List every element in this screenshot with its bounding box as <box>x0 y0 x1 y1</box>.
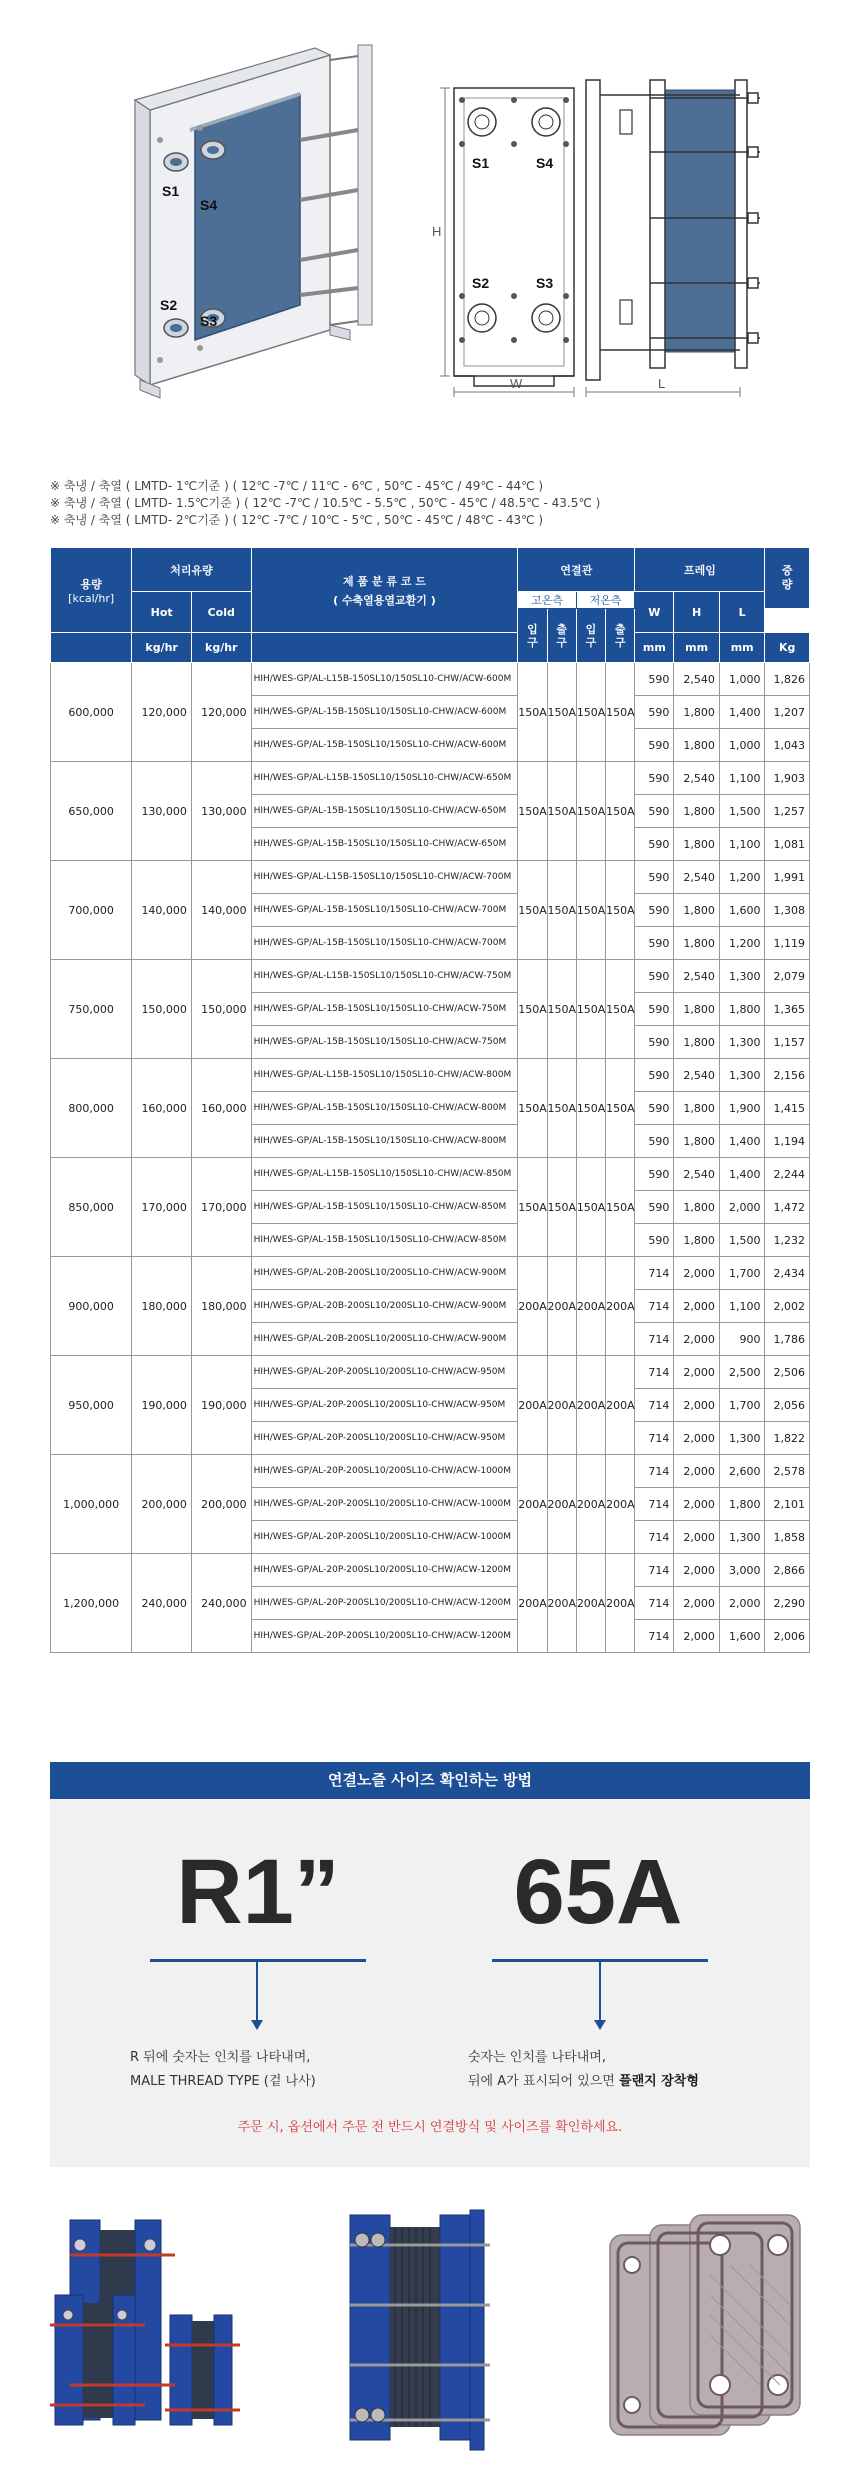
weight-cell: 1,119 <box>765 927 810 960</box>
frame-l-cell: 1,300 <box>719 1422 765 1455</box>
frame-h-cell: 1,800 <box>674 828 720 861</box>
cold-flow-cell: 130,000 <box>191 762 251 861</box>
product-code-cell: HIH/WES-GP/AL-15B-150SL10/150SL10-CHW/ACW-600M <box>251 696 518 729</box>
frame-l-cell: 1,400 <box>719 1125 765 1158</box>
header-flow: 처리유량 <box>132 548 251 592</box>
weight-cell: 1,207 <box>765 696 810 729</box>
capacity-cell: 900,000 <box>51 1257 132 1356</box>
frame-w-cell: 590 <box>635 1191 674 1224</box>
frame-l-cell: 1,300 <box>719 1059 765 1092</box>
high-inlet-cell: 200A <box>518 1554 547 1653</box>
frame-h-cell: 2,540 <box>674 1158 720 1191</box>
port-label-s3: S3 <box>200 313 218 329</box>
frame-l-cell: 1,400 <box>719 696 765 729</box>
table-row <box>51 1554 810 1587</box>
frame-l-cell: 2,600 <box>719 1455 765 1488</box>
high-outlet-cell: 150A <box>547 663 576 762</box>
weight-cell: 1,365 <box>765 993 810 1026</box>
product-code-cell: HIH/WES-GP/AL-20P-200SL10/200SL10-CHW/ACW-950M <box>251 1356 518 1389</box>
low-inlet-cell: 150A <box>576 861 605 960</box>
product-code-cell: HIH/WES-GP/AL-15B-150SL10/150SL10-CHW/ACW-850M <box>251 1224 518 1257</box>
high-inlet-cell: 200A <box>518 1455 547 1554</box>
table-row <box>51 1455 810 1488</box>
hot-flow-cell: 140,000 <box>132 861 192 960</box>
frame-h-cell: 2,000 <box>674 1554 720 1587</box>
header-high-outlet: 출구 <box>547 609 576 663</box>
hot-flow-cell: 160,000 <box>132 1059 192 1158</box>
weight-cell: 1,472 <box>765 1191 810 1224</box>
heat-exchanger-diagrams <box>0 0 860 420</box>
low-outlet-cell: 150A <box>606 1158 635 1257</box>
product-code-cell: HIH/WES-GP/AL-L15B-150SL10/150SL10-CHW/ACW-700M <box>251 861 518 894</box>
frame-l-cell: 1,800 <box>719 1488 765 1521</box>
frame-w-cell: 714 <box>635 1455 674 1488</box>
weight-cell: 1,257 <box>765 795 810 828</box>
frame-w-cell: 590 <box>635 1026 674 1059</box>
table-row <box>51 663 810 696</box>
header-frame: 프레임 <box>635 548 765 592</box>
frame-l-cell: 1,400 <box>719 1158 765 1191</box>
product-code-cell: HIH/WES-GP/AL-L15B-150SL10/150SL10-CHW/ACW-750M <box>251 960 518 993</box>
note-line: ※ 축냉 / 축열 ( LMTD- 1℃기준 ) ( 12℃ -7℃ / 11℃ - 6℃ , 50℃ - 45℃ / 49℃ - 44℃ ) <box>50 479 544 493</box>
header-cold-unit: kg/hr <box>191 633 251 663</box>
hot-flow-cell: 170,000 <box>132 1158 192 1257</box>
frame-w-cell: 714 <box>635 1422 674 1455</box>
frame-w-cell: 714 <box>635 1389 674 1422</box>
cold-flow-cell: 240,000 <box>191 1554 251 1653</box>
product-code-cell: HIH/WES-GP/AL-20B-200SL10/200SL10-CHW/ACW-900M <box>251 1323 518 1356</box>
frame-w-cell: 590 <box>635 993 674 1026</box>
low-inlet-cell: 200A <box>576 1356 605 1455</box>
cold-flow-cell: 150,000 <box>191 960 251 1059</box>
low-inlet-cell: 150A <box>576 1059 605 1158</box>
cold-flow-cell: 140,000 <box>191 861 251 960</box>
capacity-cell: 850,000 <box>51 1158 132 1257</box>
frame-l-cell: 1,500 <box>719 1224 765 1257</box>
product-code-cell: HIH/WES-GP/AL-15B-150SL10/150SL10-CHW/ACW-600M <box>251 729 518 762</box>
header-low-outlet: 출구 <box>606 609 635 663</box>
high-outlet-cell: 150A <box>547 1158 576 1257</box>
header-high-side: 고온측 <box>518 592 577 609</box>
product-code-cell: HIH/WES-GP/AL-15B-150SL10/150SL10-CHW/ACW-650M <box>251 795 518 828</box>
low-outlet-cell: 200A <box>606 1356 635 1455</box>
thread-description: R 뒤에 숫자는 인치를 나타내며, MALE THREAD TYPE (겉 나사) <box>130 2050 316 2089</box>
weight-cell: 1,081 <box>765 828 810 861</box>
frame-h-cell: 2,540 <box>674 762 720 795</box>
frame-w-cell: 590 <box>635 1224 674 1257</box>
frame-h-cell: 1,800 <box>674 795 720 828</box>
front-label-s3: S3 <box>536 275 554 291</box>
frame-l-cell: 2,000 <box>719 1587 765 1620</box>
frame-h-cell: 2,000 <box>674 1455 720 1488</box>
weight-cell: 1,903 <box>765 762 810 795</box>
frame-w-cell: 714 <box>635 1488 674 1521</box>
frame-h-cell: 2,000 <box>674 1488 720 1521</box>
product-code-cell: HIH/WES-GP/AL-20P-200SL10/200SL10-CHW/ACW-1200M <box>251 1554 518 1587</box>
product-code-cell: HIH/WES-GP/AL-20P-200SL10/200SL10-CHW/ACW-950M <box>251 1422 518 1455</box>
header-cold: Cold <box>191 592 251 633</box>
port-label-s4: S4 <box>200 197 218 213</box>
weight-cell: 2,156 <box>765 1059 810 1092</box>
high-outlet-cell: 150A <box>547 762 576 861</box>
frame-w-cell: 590 <box>635 795 674 828</box>
frame-h-cell: 2,000 <box>674 1587 720 1620</box>
frame-h-cell: 2,540 <box>674 960 720 993</box>
product-code-cell: HIH/WES-GP/AL-20P-200SL10/200SL10-CHW/ACW-1000M <box>251 1521 518 1554</box>
frame-w-cell: 590 <box>635 1125 674 1158</box>
weight-cell: 2,290 <box>765 1587 810 1620</box>
header-product-code: 제 품 분 류 코 드 ( 수축열용열교환기 ) <box>251 548 518 633</box>
frame-l-cell: 1,300 <box>719 960 765 993</box>
frame-l-cell: 1,200 <box>719 927 765 960</box>
table-row <box>51 1356 810 1389</box>
weight-cell: 2,578 <box>765 1455 810 1488</box>
hot-flow-cell: 190,000 <box>132 1356 192 1455</box>
product-code-cell: HIH/WES-GP/AL-L15B-150SL10/150SL10-CHW/ACW-600M <box>251 663 518 696</box>
product-code-cell: HIH/WES-GP/AL-15B-150SL10/150SL10-CHW/ACW-750M <box>251 993 518 1026</box>
weight-cell: 1,194 <box>765 1125 810 1158</box>
header-low-side: 저온측 <box>576 592 635 609</box>
product-code-cell: HIH/WES-GP/AL-L15B-150SL10/150SL10-CHW/ACW-850M <box>251 1158 518 1191</box>
product-code-cell: HIH/WES-GP/AL-20B-200SL10/200SL10-CHW/ACW-900M <box>251 1257 518 1290</box>
frame-l-cell: 1,500 <box>719 795 765 828</box>
product-code-cell: HIH/WES-GP/AL-15B-150SL10/150SL10-CHW/ACW-750M <box>251 1026 518 1059</box>
header-l: L <box>719 592 765 633</box>
frame-h-cell: 2,540 <box>674 861 720 894</box>
frame-h-cell: 2,000 <box>674 1323 720 1356</box>
high-inlet-cell: 150A <box>518 1158 547 1257</box>
high-inlet-cell: 150A <box>518 1059 547 1158</box>
header-hot: Hot <box>132 592 192 633</box>
note-line: ※ 축냉 / 축열 ( LMTD- 2℃기준 ) ( 12℃ -7℃ / 10℃ - 5℃ , 50℃ - 45℃ / 48℃ - 43℃ ) <box>50 513 544 527</box>
frame-w-cell: 590 <box>635 762 674 795</box>
header-pipe: 연결관 <box>518 548 635 592</box>
frame-h-cell: 1,800 <box>674 729 720 762</box>
frame-l-cell: 1,100 <box>719 762 765 795</box>
header-empty <box>51 633 132 663</box>
front-label-s1: S1 <box>472 155 490 171</box>
port-label-s2: S2 <box>160 297 178 313</box>
header-weight: 중량 <box>765 548 810 609</box>
frame-h-cell: 1,800 <box>674 894 720 927</box>
high-inlet-cell: 150A <box>518 960 547 1059</box>
front-label-s2: S2 <box>472 275 490 291</box>
capacity-cell: 950,000 <box>51 1356 132 1455</box>
weight-cell: 1,157 <box>765 1026 810 1059</box>
high-inlet-cell: 150A <box>518 663 547 762</box>
arrow-down-icon <box>251 2020 263 2030</box>
frame-h-cell: 2,000 <box>674 1521 720 1554</box>
thread-example-r1: R1” <box>176 1841 340 1943</box>
frame-l-cell: 1,600 <box>719 1620 765 1653</box>
header-h-unit: mm <box>674 633 720 663</box>
product-code-cell: HIH/WES-GP/AL-15B-150SL10/150SL10-CHW/ACW-650M <box>251 828 518 861</box>
flange-example-65a: 65A <box>513 1841 683 1943</box>
frame-h-cell: 2,000 <box>674 1290 720 1323</box>
low-outlet-cell: 150A <box>606 1059 635 1158</box>
frame-w-cell: 590 <box>635 828 674 861</box>
dimension-w: W <box>510 376 523 391</box>
product-code-cell: HIH/WES-GP/AL-15B-150SL10/150SL10-CHW/ACW-800M <box>251 1125 518 1158</box>
exchanger-group-photo <box>50 2220 240 2425</box>
cold-flow-cell: 190,000 <box>191 1356 251 1455</box>
weight-cell: 1,308 <box>765 894 810 927</box>
high-outlet-cell: 200A <box>547 1455 576 1554</box>
frame-h-cell: 1,800 <box>674 1092 720 1125</box>
cold-flow-cell: 170,000 <box>191 1158 251 1257</box>
connection-size-guide <box>50 1762 810 2167</box>
product-code-cell: HIH/WES-GP/AL-20P-200SL10/200SL10-CHW/ACW-1000M <box>251 1488 518 1521</box>
product-code-cell: HIH/WES-GP/AL-L15B-150SL10/150SL10-CHW/ACW-800M <box>251 1059 518 1092</box>
weight-cell: 2,056 <box>765 1389 810 1422</box>
header-low-inlet: 입구 <box>576 609 605 663</box>
weight-cell: 2,101 <box>765 1488 810 1521</box>
frame-w-cell: 714 <box>635 1620 674 1653</box>
frame-l-cell: 900 <box>719 1323 765 1356</box>
note-line: ※ 축냉 / 축열 ( LMTD- 1.5℃기준 ) ( 12℃ -7℃ / 10.5℃ - 5.5℃ , 50℃ - 45℃ / 48.5℃ - 43.5℃ ) <box>50 496 601 510</box>
frame-w-cell: 590 <box>635 927 674 960</box>
frame-l-cell: 1,100 <box>719 828 765 861</box>
low-outlet-cell: 200A <box>606 1455 635 1554</box>
frame-w-cell: 590 <box>635 894 674 927</box>
frame-w-cell: 590 <box>635 663 674 696</box>
frame-w-cell: 714 <box>635 1290 674 1323</box>
table-row <box>51 861 810 894</box>
capacity-cell: 800,000 <box>51 1059 132 1158</box>
hot-flow-cell: 120,000 <box>132 663 192 762</box>
frame-w-cell: 714 <box>635 1554 674 1587</box>
side-view-drawing <box>586 80 760 397</box>
frame-h-cell: 2,000 <box>674 1389 720 1422</box>
product-code-cell: HIH/WES-GP/AL-15B-150SL10/150SL10-CHW/ACW-850M <box>251 1191 518 1224</box>
cold-flow-cell: 180,000 <box>191 1257 251 1356</box>
frame-h-cell: 2,540 <box>674 663 720 696</box>
weight-cell: 1,822 <box>765 1422 810 1455</box>
frame-l-cell: 1,900 <box>719 1092 765 1125</box>
frame-h-cell: 1,800 <box>674 1026 720 1059</box>
hot-flow-cell: 130,000 <box>132 762 192 861</box>
frame-w-cell: 714 <box>635 1323 674 1356</box>
single-exchanger-photo <box>350 2210 490 2450</box>
product-code-cell: HIH/WES-GP/AL-20P-200SL10/200SL10-CHW/ACW-1000M <box>251 1455 518 1488</box>
product-photos <box>50 2205 810 2455</box>
weight-cell: 1,043 <box>765 729 810 762</box>
high-outlet-cell: 150A <box>547 1059 576 1158</box>
capacity-cell: 650,000 <box>51 762 132 861</box>
frame-l-cell: 1,600 <box>719 894 765 927</box>
weight-cell: 1,826 <box>765 663 810 696</box>
high-inlet-cell: 200A <box>518 1257 547 1356</box>
frame-h-cell: 1,800 <box>674 696 720 729</box>
high-outlet-cell: 200A <box>547 1257 576 1356</box>
frame-h-cell: 2,000 <box>674 1356 720 1389</box>
frame-l-cell: 1,700 <box>719 1389 765 1422</box>
frame-w-cell: 714 <box>635 1587 674 1620</box>
port-label-s1: S1 <box>162 183 180 199</box>
lmtd-notes <box>50 478 830 529</box>
hot-flow-cell: 150,000 <box>132 960 192 1059</box>
front-view-drawing <box>440 88 574 397</box>
frame-w-cell: 590 <box>635 960 674 993</box>
frame-l-cell: 1,200 <box>719 861 765 894</box>
product-code-cell: HIH/WES-GP/AL-20P-200SL10/200SL10-CHW/ACW-950M <box>251 1389 518 1422</box>
connection-guide-title: 연결노즐 사이즈 확인하는 방법 <box>50 1762 810 1799</box>
frame-h-cell: 1,800 <box>674 1125 720 1158</box>
product-code-cell: HIH/WES-GP/AL-15B-150SL10/150SL10-CHW/ACW-800M <box>251 1092 518 1125</box>
capacity-cell: 600,000 <box>51 663 132 762</box>
frame-l-cell: 2,500 <box>719 1356 765 1389</box>
product-code-cell: HIH/WES-GP/AL-L15B-150SL10/150SL10-CHW/ACW-650M <box>251 762 518 795</box>
low-outlet-cell: 150A <box>606 861 635 960</box>
weight-cell: 2,244 <box>765 1158 810 1191</box>
capacity-cell: 1,200,000 <box>51 1554 132 1653</box>
weight-cell: 2,434 <box>765 1257 810 1290</box>
weight-cell: 1,415 <box>765 1092 810 1125</box>
weight-cell: 2,506 <box>765 1356 810 1389</box>
low-inlet-cell: 150A <box>576 1158 605 1257</box>
header-w: W <box>635 592 674 633</box>
gasket-plates-photo <box>610 2215 800 2435</box>
product-code-cell: HIH/WES-GP/AL-20P-200SL10/200SL10-CHW/ACW-1200M <box>251 1620 518 1653</box>
frame-l-cell: 2,000 <box>719 1191 765 1224</box>
hot-flow-cell: 240,000 <box>132 1554 192 1653</box>
high-outlet-cell: 200A <box>547 1554 576 1653</box>
header-empty <box>251 633 518 663</box>
header-h: H <box>674 592 720 633</box>
frame-h-cell: 2,540 <box>674 1059 720 1092</box>
capacity-cell: 1,000,000 <box>51 1455 132 1554</box>
dimension-l: L <box>658 376 666 391</box>
frame-l-cell: 1,800 <box>719 993 765 1026</box>
frame-h-cell: 2,000 <box>674 1422 720 1455</box>
underline-left <box>150 1959 366 1962</box>
weight-cell: 1,858 <box>765 1521 810 1554</box>
frame-l-cell: 1,300 <box>719 1026 765 1059</box>
frame-w-cell: 590 <box>635 861 674 894</box>
low-outlet-cell: 150A <box>606 663 635 762</box>
frame-w-cell: 714 <box>635 1521 674 1554</box>
frame-w-cell: 590 <box>635 729 674 762</box>
isometric-exchanger-drawing <box>135 45 372 398</box>
frame-l-cell: 1,000 <box>719 729 765 762</box>
frame-w-cell: 590 <box>635 1059 674 1092</box>
weight-cell: 1,232 <box>765 1224 810 1257</box>
frame-h-cell: 2,000 <box>674 1620 720 1653</box>
low-inlet-cell: 150A <box>576 762 605 861</box>
header-l-unit: mm <box>719 633 765 663</box>
cold-flow-cell: 160,000 <box>191 1059 251 1158</box>
hot-flow-cell: 200,000 <box>132 1455 192 1554</box>
frame-l-cell: 1,700 <box>719 1257 765 1290</box>
low-outlet-cell: 200A <box>606 1257 635 1356</box>
weight-cell: 1,991 <box>765 861 810 894</box>
cold-flow-cell: 120,000 <box>191 663 251 762</box>
table-row <box>51 960 810 993</box>
arrow-down-icon <box>594 2020 606 2030</box>
weight-cell: 2,006 <box>765 1620 810 1653</box>
table-row <box>51 1158 810 1191</box>
product-code-cell: HIH/WES-GP/AL-15B-150SL10/150SL10-CHW/ACW-700M <box>251 927 518 960</box>
low-inlet-cell: 200A <box>576 1257 605 1356</box>
capacity-cell: 750,000 <box>51 960 132 1059</box>
frame-h-cell: 1,800 <box>674 1191 720 1224</box>
low-inlet-cell: 150A <box>576 663 605 762</box>
dimension-h: H <box>432 224 442 239</box>
front-label-s4: S4 <box>536 155 554 171</box>
capacity-cell: 700,000 <box>51 861 132 960</box>
frame-l-cell: 1,300 <box>719 1521 765 1554</box>
high-inlet-cell: 200A <box>518 1356 547 1455</box>
frame-l-cell: 1,000 <box>719 663 765 696</box>
order-warning: 주문 시, 옵션에서 주문 전 반드시 연결방식 및 사이즈를 확인하세요. <box>237 2120 623 2135</box>
header-w-unit: mm <box>635 633 674 663</box>
pointer-line-right <box>599 1960 601 2025</box>
weight-cell: 1,786 <box>765 1323 810 1356</box>
low-inlet-cell: 200A <box>576 1554 605 1653</box>
hot-flow-cell: 180,000 <box>132 1257 192 1356</box>
product-code-cell: HIH/WES-GP/AL-15B-150SL10/150SL10-CHW/ACW-700M <box>251 894 518 927</box>
frame-h-cell: 2,000 <box>674 1257 720 1290</box>
flange-description: 숫자는 인치를 나타내며, 뒤에 A가 표시되어 있으면 플랜지 장착형 <box>468 2050 699 2089</box>
product-code-cell: HIH/WES-GP/AL-20P-200SL10/200SL10-CHW/ACW-1200M <box>251 1587 518 1620</box>
table-row <box>51 1059 810 1092</box>
frame-w-cell: 714 <box>635 1257 674 1290</box>
frame-l-cell: 1,100 <box>719 1290 765 1323</box>
high-inlet-cell: 150A <box>518 762 547 861</box>
low-inlet-cell: 150A <box>576 960 605 1059</box>
high-inlet-cell: 150A <box>518 861 547 960</box>
pointer-line-left <box>256 1960 258 2025</box>
weight-cell: 2,866 <box>765 1554 810 1587</box>
table-row <box>51 1257 810 1290</box>
high-outlet-cell: 150A <box>547 960 576 1059</box>
frame-w-cell: 714 <box>635 1356 674 1389</box>
frame-h-cell: 1,800 <box>674 927 720 960</box>
cold-flow-cell: 200,000 <box>191 1455 251 1554</box>
low-outlet-cell: 200A <box>606 1554 635 1653</box>
frame-h-cell: 1,800 <box>674 1224 720 1257</box>
header-high-inlet: 입구 <box>518 609 547 663</box>
low-outlet-cell: 150A <box>606 960 635 1059</box>
high-outlet-cell: 200A <box>547 1356 576 1455</box>
header-capacity: 용량 [kcal/hr] <box>51 548 132 633</box>
product-code-cell: HIH/WES-GP/AL-20B-200SL10/200SL10-CHW/ACW-900M <box>251 1290 518 1323</box>
low-inlet-cell: 200A <box>576 1455 605 1554</box>
frame-w-cell: 590 <box>635 1158 674 1191</box>
table-row <box>51 762 810 795</box>
frame-w-cell: 590 <box>635 1092 674 1125</box>
header-weight-unit: Kg <box>765 633 810 663</box>
high-outlet-cell: 150A <box>547 861 576 960</box>
spec-table <box>50 547 810 1653</box>
header-hot-unit: kg/hr <box>132 633 192 663</box>
frame-w-cell: 590 <box>635 696 674 729</box>
weight-cell: 2,079 <box>765 960 810 993</box>
frame-l-cell: 3,000 <box>719 1554 765 1587</box>
frame-h-cell: 1,800 <box>674 993 720 1026</box>
weight-cell: 2,002 <box>765 1290 810 1323</box>
low-outlet-cell: 150A <box>606 762 635 861</box>
